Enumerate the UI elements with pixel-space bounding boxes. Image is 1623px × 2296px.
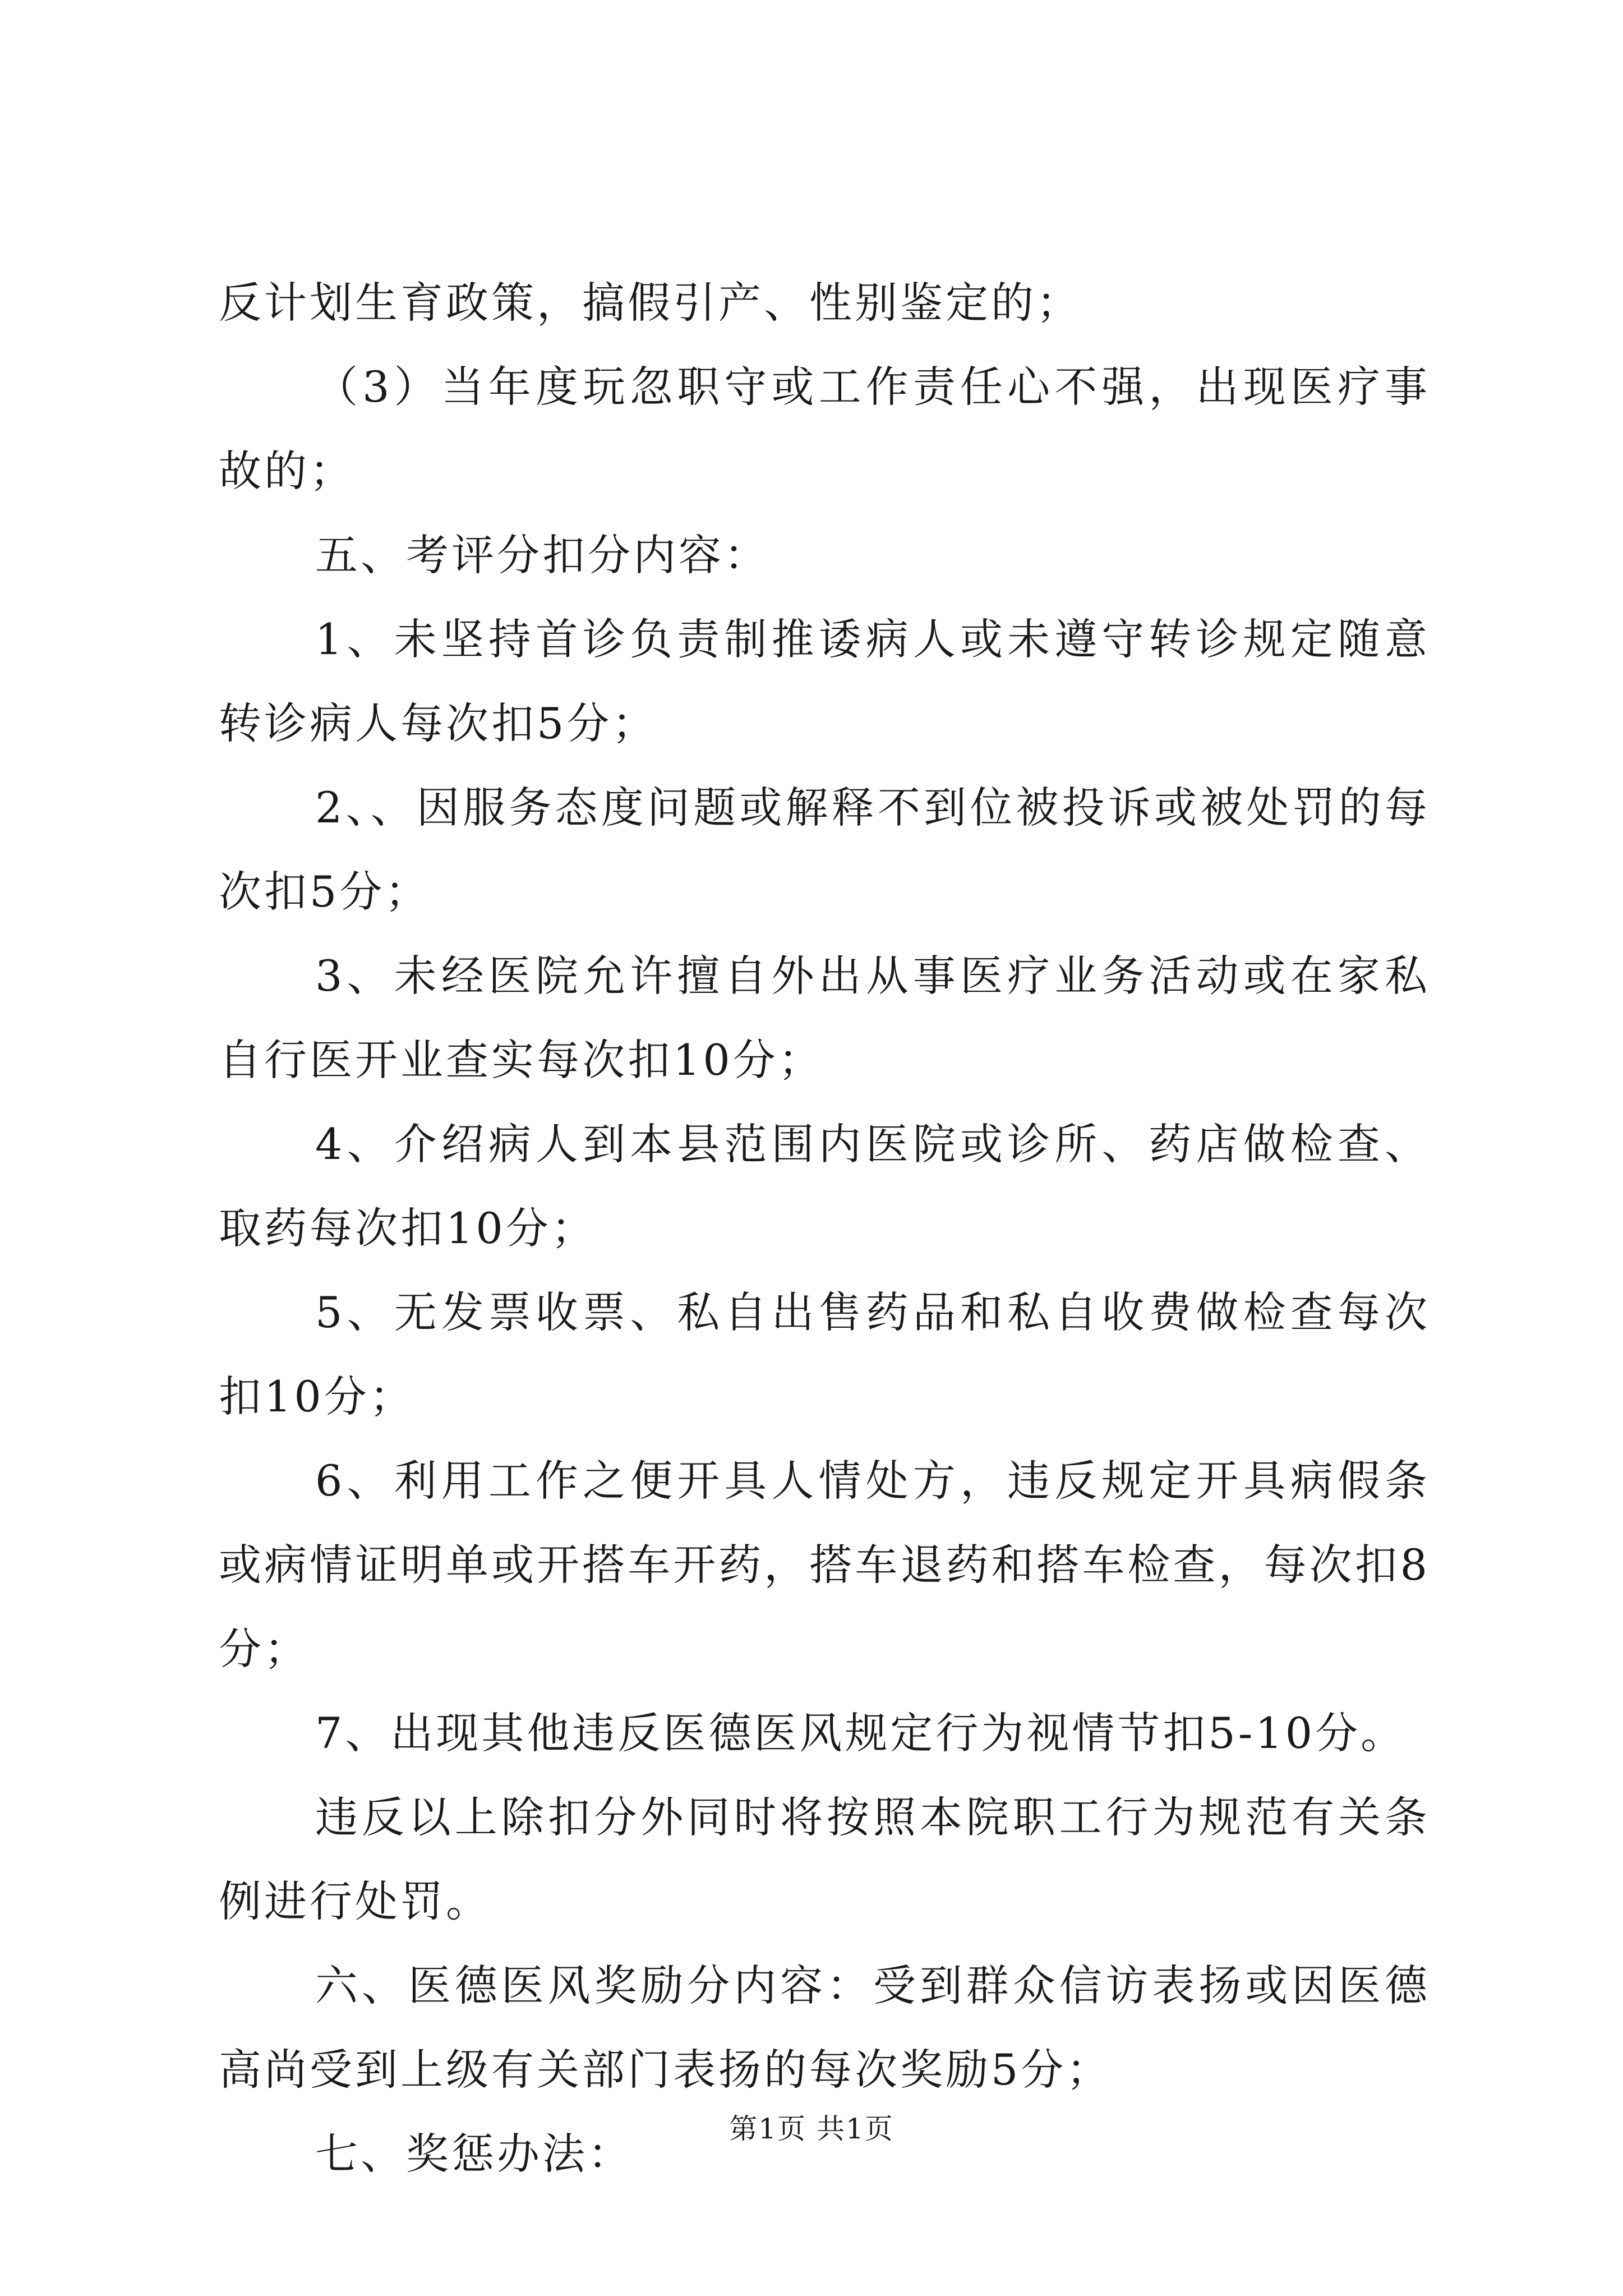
paragraph: 4、介绍病人到本县范围内医院或诊所、药店做检查、取药每次扣10分； — [219, 1119, 1430, 1253]
paragraph: 3、未经医院允许擅自外出从事医疗业务活动或在家私自行医开业查实每次扣10分； — [219, 951, 1430, 1085]
paragraph: 5、无发票收票、私自出售药品和私自收费做检查每次扣10分； — [219, 1287, 1430, 1421]
paragraph: 反计划生育政策，搞假引产、性别鉴定的； — [219, 278, 1082, 328]
paragraph: 7、出现其他违反医德医风规定行为视情节扣5-10分。 — [315, 1708, 1407, 1758]
paragraph: （3）当年度玩忽职守或工作责任心不强，出现医疗事故的； — [219, 362, 1430, 496]
paragraph: 违反以上除扣分外同时将按照本院职工行为规范有关条例进行处罚。 — [219, 1792, 1430, 1926]
paragraph: 2、、因服务态度问题或解释不到位被投诉或被处罚的每次扣5分； — [219, 783, 1430, 917]
section-heading: 五、考评分扣分内容： — [315, 530, 769, 580]
page-footer: 第1页 共1页 — [729, 2113, 894, 2145]
section-heading: 六、医德医风奖励分内容：受到群众信访表扬或因医德高尚受到上级有关部门表扬的每次奖励5分； — [219, 1961, 1430, 2095]
section-heading: 七、奖惩办法： — [315, 2129, 633, 2179]
paragraph: 1、未坚持首诊负责制推诿病人或未遵守转诊规定随意转诊病人每次扣5分； — [219, 614, 1430, 748]
body-text — [219, 261, 1430, 2196]
paragraph: 6、利用工作之便开具人情处方，违反规定开具病假条或病情证明单或开搭车开药，搭车退药和搭车检查，每次扣8分； — [219, 1456, 1430, 1674]
